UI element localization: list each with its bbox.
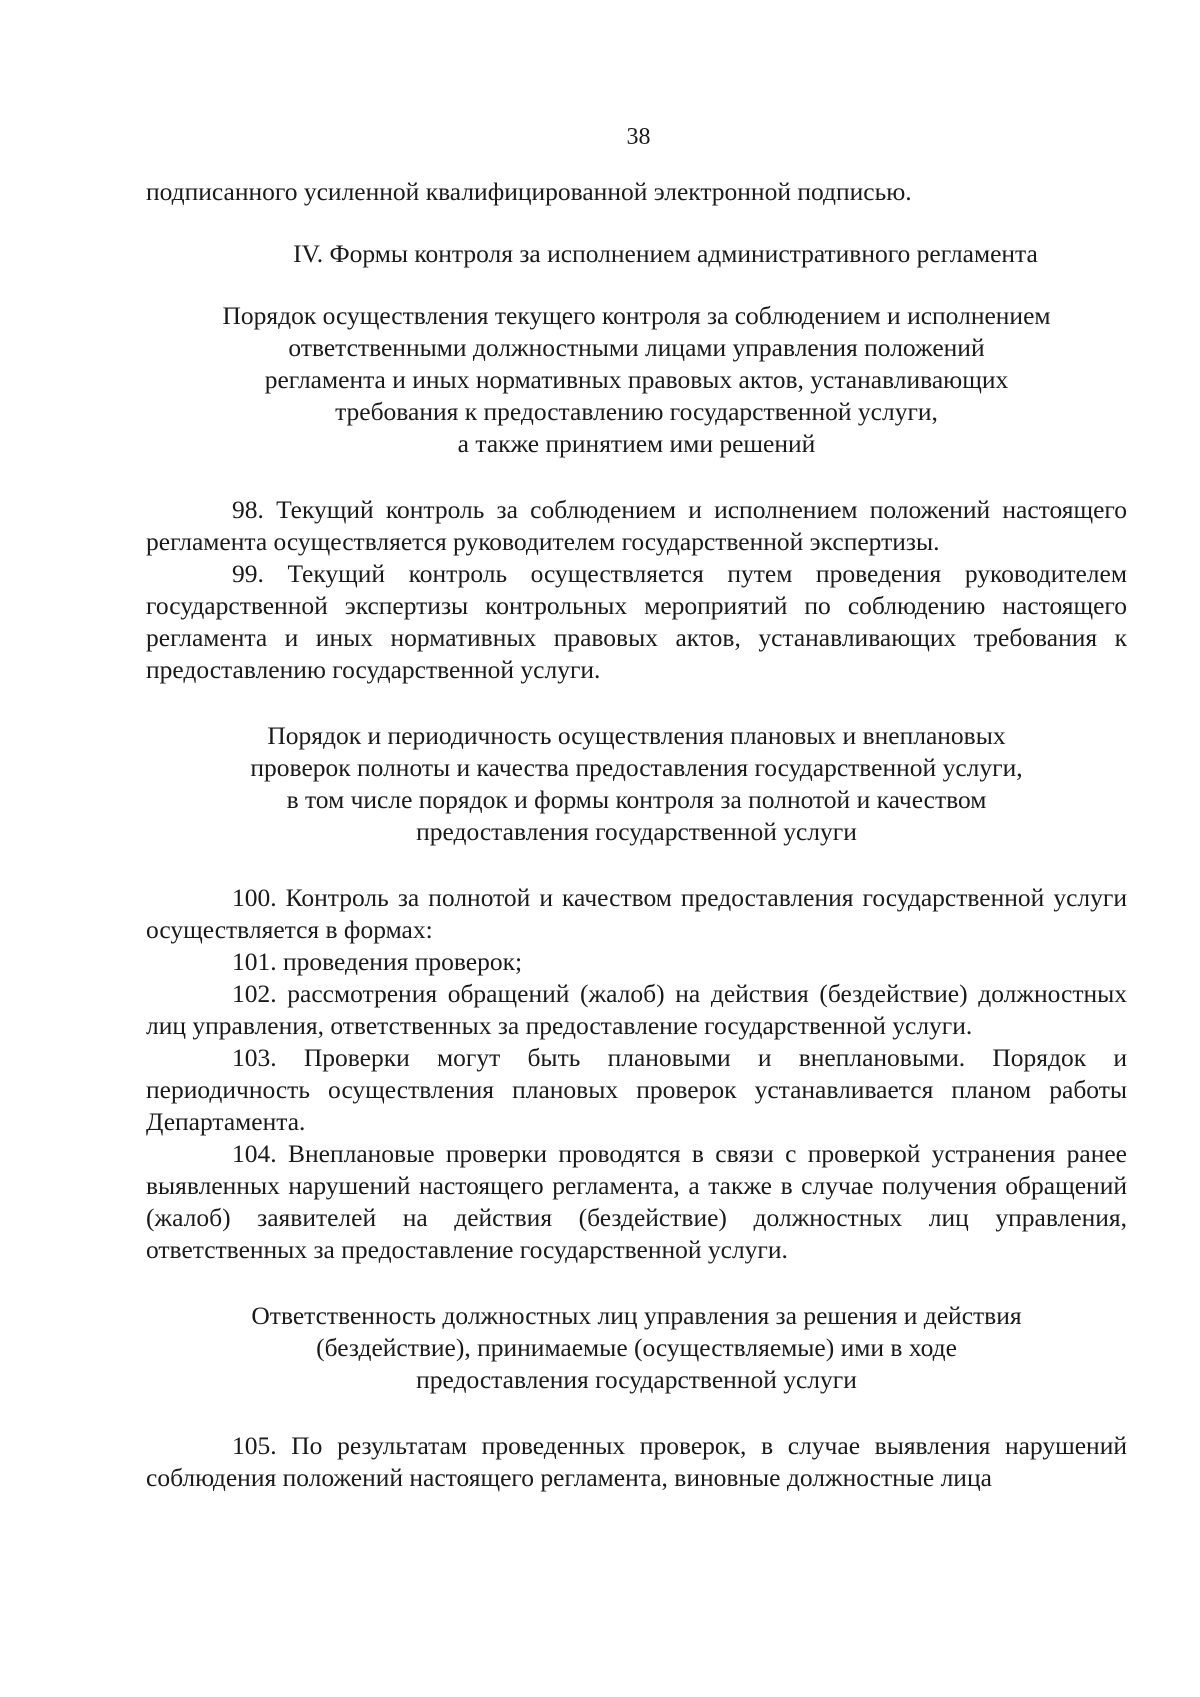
section-title-line: требования к предоставлению государственной услуги,	[335, 397, 938, 426]
paragraph-102: 102. рассмотрения обращений (жалоб) на действия (бездействие) должностных лиц управления, ответственных за предоставление государственной услуги.	[146, 979, 1127, 1040]
section-paragraphs-inspections	[146, 882, 1127, 1266]
section-title-line: предоставления государственной услуги	[416, 817, 857, 846]
section-title-line: Порядок осуществления текущего контроля за соблюдением и исполнением	[222, 301, 1051, 330]
section-title-line: (бездействие), принимаемые (осуществляемые) ими в ходе	[316, 1333, 957, 1362]
paragraph-101: 101. проведения проверок;	[232, 947, 523, 976]
section-title-line: ответственными должностными лицами управления положений	[288, 333, 985, 362]
paragraph-105: 105. По результатам проведенных проверок, в случае выявления нарушений соблюдения положений настоящего регламента, виновные должностные лица	[146, 1431, 1127, 1492]
continuation-line: подписанного усиленной квалифицированной электронной подписью.	[146, 177, 912, 206]
section-title-inspections	[146, 720, 1127, 848]
section-title-line: а также принятием ими решений	[457, 429, 816, 458]
chapter-heading: IV. Формы контроля за исполнением административного регламента	[293, 239, 1038, 268]
section-title-line: проверок полноты и качества предоставления государственной услуги,	[250, 753, 1023, 782]
section-title-line: предоставления государственной услуги	[416, 1365, 857, 1394]
paragraph-103: 103. Проверки могут быть плановыми и внеплановыми. Порядок и периодичность осуществления плановых проверок устанавливается планом работы Департамента.	[146, 1043, 1127, 1136]
section-paragraphs-current-control	[146, 494, 1127, 686]
paragraph-99: 99. Текущий контроль осуществляется путем проведения руководителем государственной экспертизы контрольных мероприятий по соблюдению настоящего регламента и иных нормативных правовых актов, устанавливающих требования к предоставлению государственной услуги.	[146, 559, 1127, 684]
section-title-line: регламента и иных нормативных правовых актов, устанавливающих	[264, 365, 1009, 394]
section-title-line: Порядок и периодичность осуществления плановых и внеплановых	[267, 721, 1006, 750]
section-title-current-control	[146, 300, 1127, 460]
section-paragraphs-responsibility	[146, 1430, 1127, 1494]
section-title-line: Ответственность должностных лиц управления за решения и действия	[251, 1301, 1022, 1330]
paragraph-98: 98. Текущий контроль за соблюдением и исполнением положений настоящего регламента осуществляется руководителем государственной экспертизы.	[146, 495, 1127, 556]
page-number: 38	[626, 124, 651, 150]
paragraph-100: 100. Контроль за полнотой и качеством предоставления государственной услуги осуществляется в формах:	[146, 883, 1127, 944]
section-title-responsibility	[146, 1300, 1127, 1396]
document-body	[146, 176, 1127, 1494]
paragraph-104: 104. Внеплановые проверки проводятся в связи с проверкой устранения ранее выявленных нарушений настоящего регламента, а также в случае получения обращений (жалоб) заявителей на действия (бездействие) должностных лиц управления, ответственных за предоставление государственной услуги.	[146, 1139, 1127, 1264]
section-title-line: в том числе порядок и формы контроля за полнотой и качеством	[286, 785, 987, 814]
